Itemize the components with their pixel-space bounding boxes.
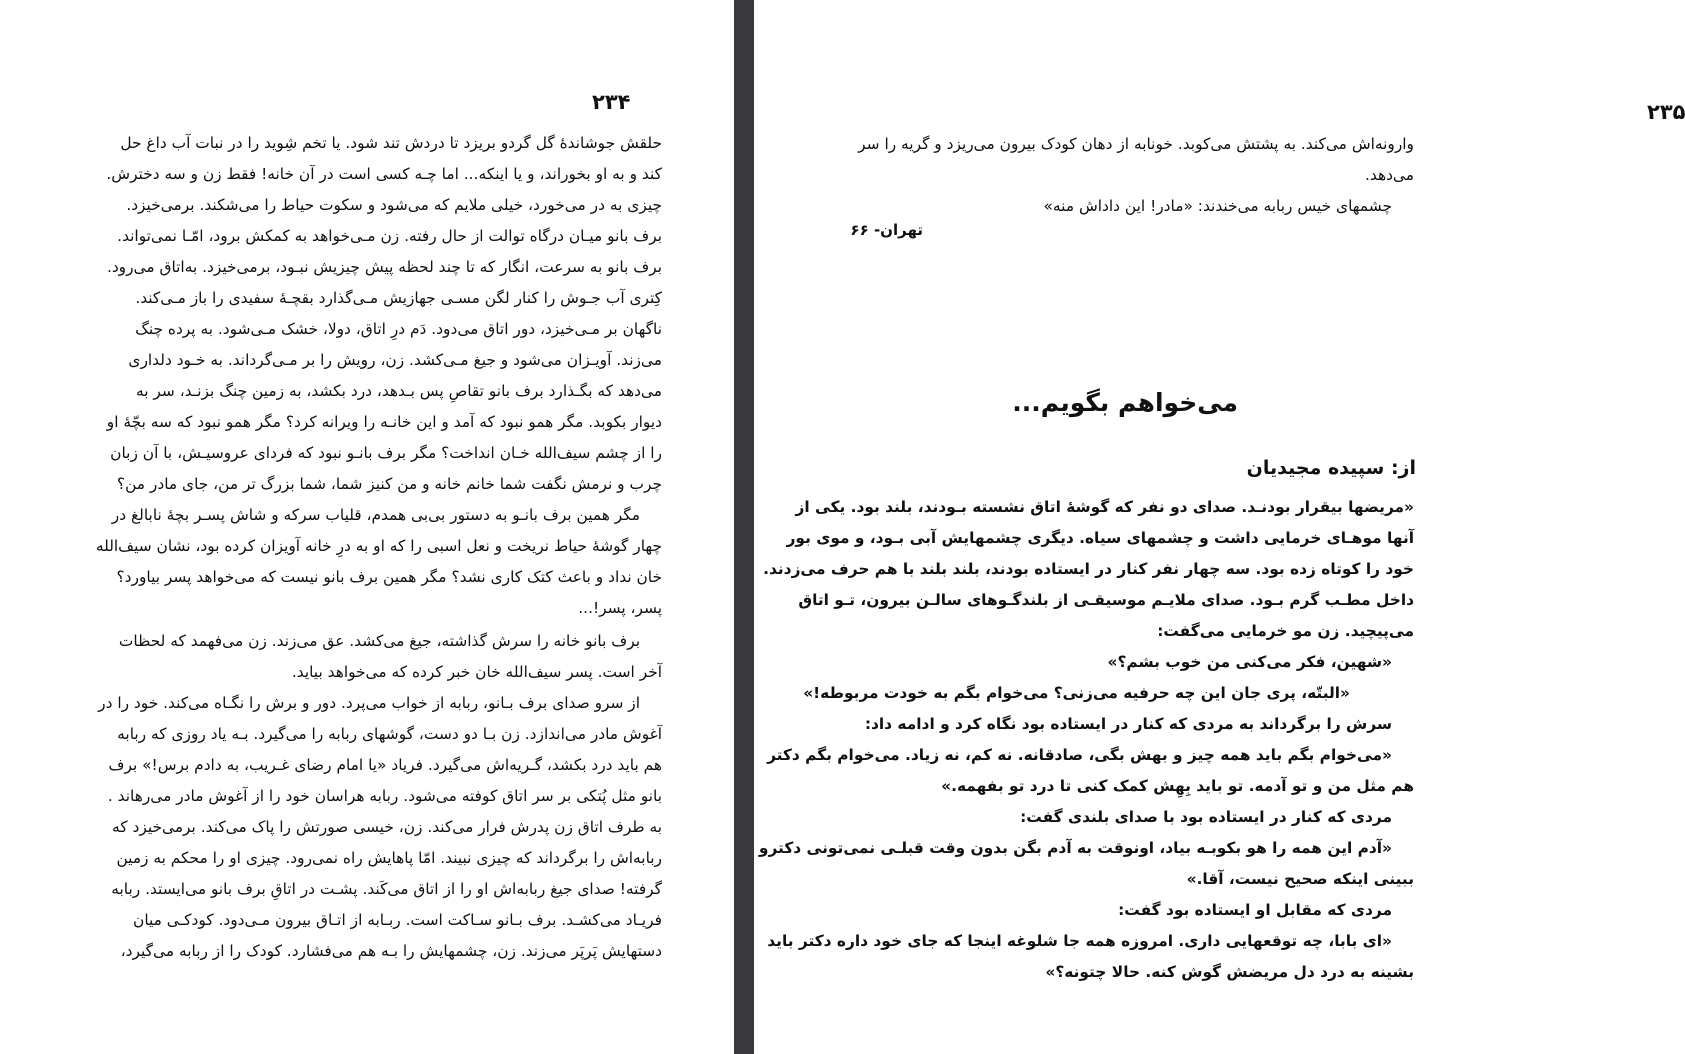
text-line: «ای بابا، چه توقعهایی داری. امروزه همه جا شلوغه اینجا که جای خود داره دکتر باید	[767, 932, 1392, 950]
text-line: سرش را برگرداند به مردی که کنار در ایستاده بود نگاه کرد و ادامه داد:	[864, 715, 1392, 733]
text-line: کِتری آب جـوش را کنار لگن مسـی جهازیش مـی‌گذارد بقچـهٔ سفیدی را باز مـی‌کند.	[135, 289, 662, 307]
text-line: گرفته! صدای جیغ ربابه‌اش او را از اتاق می‌کَند. پشـت در اتاقِ برف بانو می‌ایستد. ربابه	[111, 880, 662, 898]
text-line: مردی که مقابل او ایستاده بود گفت:	[1118, 901, 1392, 919]
text-line: خود را کوتاه زده بود. سه چهار نفر کنار در ایستاده بودند، بلند بلند با هم حرف می‌زدند.	[763, 560, 1414, 578]
text-line: به طرف اتاق زن پدرش فرار می‌کند. زن، خیسی صورتش را پاک می‌کند. برمی‌خیزد که	[112, 818, 662, 836]
text-line: برف بانو خانه را سرش گذاشته، جیغ می‌کشد. عق می‌زند. زن می‌فهمد که لحظات	[118, 632, 640, 650]
text-line: ربابه‌اش را برگرداند که چیزی نبیند. امّا پاهایش راه نمی‌رود. چیزی او را محکم به زمین	[116, 849, 662, 867]
text-line: کند و به او بخوراند، و یا اینکه... اما چـه کسی است در آن خانه! فقط زن و سه دخترش.	[106, 165, 662, 183]
text-line: دستهایش پَرپَر می‌زند. زن، چشمهایش را بـه هم می‌فشارد. کودک را از ربابه می‌گیرد،	[120, 942, 662, 960]
text-line: بانو مثل پُتکی بر سر اتاق کوفته می‌شود. ربابه هراسان خود را از آغوش مادر می‌رهاند .	[107, 787, 662, 805]
text-line: را از چشم سیف‌الله خـان انداخت؟ مگر برف بانـو نبود که فردای عروسیـش، با آن زبان	[110, 444, 662, 462]
text-line: چیزی به در می‌خورد، خیلی ملایم که می‌شو‌د و سکوت حیاط را می‌شکند. برمی‌خیزد.	[126, 196, 662, 214]
text-line: «مریضها بیقرار بودنـد. صدای دو نفر که گوشهٔ اتاق نشسته بـودند، بلند بود. یکی از	[795, 498, 1414, 516]
book-gutter	[734, 0, 754, 1054]
text-line: خان نداد و باعث کتک کاری نشد؟ مگر همین برف بانو نیست که می‌خواهد پسر بیاورد؟	[116, 568, 662, 586]
text-line: برف بانو میـان درگاه توالت از حال رفته. زن مـی‌خواهد به کمکش برود، امّـا نمی‌تواند.	[117, 227, 662, 245]
text-line: آخر است. پسر سیف‌الله خان خبر کرده که می‌خواهد بیاید.	[291, 663, 662, 681]
text-line: می‌دهد.	[1364, 166, 1414, 184]
text-line: «می‌خوام بگم باید همه چیز و بهش بگی، صادقانه. نه کم، نه زیاد. می‌خوام بگم دکتر	[767, 746, 1392, 764]
text-line: چرب و نرمش نگفت شما خانم خانه و من کنیز شما، شما بزرگ تر من، جای مادر من؟	[116, 475, 662, 493]
text-line: حلقش جوشاندهٔ گل گردو بریزد تا دردش تند شود. یا تخم شِوید را در نبات آب داغ حل	[120, 134, 662, 152]
place-date-signature: تهران- ۶۶	[850, 221, 923, 239]
text-line: «البتّه، پری جان این چه حرفیه می‌زنی؟ می‌خوام بگم به خودت مربوطه!»	[803, 684, 1350, 702]
text-line: می‌زند. آویـزان می‌شود و جیغ مـی‌کشد. زن، رویش را بر مـی‌گرداند. به خـود دلداری	[128, 351, 662, 369]
text-line: چشمهای خیس ربابه می‌خندند: «مادر! این داداش منه»	[1043, 197, 1392, 215]
right-page-story-text	[758, 492, 1414, 988]
text-line: هم باید درد بکشد، گـریه‌اش می‌گیرد. فریاد «یا امام رضای غـریب، به دادم برس!» برف	[108, 756, 662, 774]
author-line: از: سپیده مجیدیان	[1246, 457, 1416, 479]
text-line: داخل مطـب گرم بـود. صدای ملایـم موسیقـی از بلندگـوهای سالـن بیرون، تـو اتاق	[798, 591, 1414, 609]
text-line: از سرو صدای برف بـانو، ربابه از خواب می‌پرد. دور و برش را نگـاه می‌کند. خود را در	[98, 694, 640, 712]
text-line: بشینه به درد دل مریضش گوش کنه. حالا چتونه؟»	[1045, 963, 1414, 981]
text-line: مردی که کنار در ایستاده بود با صدای بلندی گفت:	[1020, 808, 1392, 826]
text-line: پسر، پسر!...	[578, 599, 662, 617]
text-line: فریـاد می‌کشـد. برف بـانو سـاکت است. ربـابه از اتـاق بیرون مـی‌دود. کودکـی میان	[133, 911, 662, 929]
text-line: «آدم این همه را هو بکوبـه بیاد، اونوقت به آدم بگن بدون وقت قبلـی نمی‌تونی دکترو	[758, 839, 1392, 857]
text-line: هم مثل من و تو آدمه. تو باید بِهِش کمک کنی تا درد تو بفهمه.»	[941, 777, 1414, 795]
text-line: چهار گوشهٔ حیاط نریخت و نعل اسبی را که او به درِ خانه آویزان کرده بود، نشان سیف‌الله	[95, 537, 662, 555]
left-page-number: ۲۳۴	[592, 90, 631, 114]
text-line: «شهین، فکر می‌کنی من خوب بشم؟»	[1107, 653, 1392, 671]
story-title: می‌خواهم بگویم...	[1012, 388, 1238, 417]
text-line: آغوش مادر می‌اندازد. زن بـا دو دست، گوشهای ربابه را می‌گیرد. بـه یاد روزی که ربابه	[117, 725, 662, 743]
text-line: ببینی اینکه صحیح نیست، آقا.»	[1186, 870, 1414, 888]
text-line: آنها موهـای خرمایی داشت و چشمهای سیاه. دیگری چشمهایش آبی بـود، و موی بور	[786, 529, 1414, 547]
text-line: می‌دهد که بگـذارد برف بانو تقاصِ پس بـدهد، درد بکشد، به زمین چنگ بزنـد، سر به	[136, 382, 662, 400]
left-page-text	[95, 128, 662, 967]
text-line: دیوار بکوبد. مگر همو نبود که آمد و این خانـه را ویرانه کرد؟ مگر همو نبود که سه بچّهٔ او	[106, 413, 662, 431]
right-page-top-text	[858, 129, 1414, 222]
text-line: برف بانو به سرعت، انگار که تا چند لحظه پیش چیزیش نبـود، برمی‌خیزد. به‌اتاق می‌رود.	[106, 258, 662, 276]
right-page-number: ۲۳۵	[1647, 100, 1685, 124]
text-line: می‌پیچید. زن مو خرمایی می‌گفت:	[1157, 622, 1414, 640]
text-line: مگر همین برف بانـو به دستور بی‌بی همدم، قلیاب سرکه و شاش پسـر بچهٔ نابالغ در	[111, 506, 640, 524]
text-line: وارونه‌اش می‌کند. به پشتش می‌کوبد. خونابه از دهان کودک بیرون می‌ریزد و گریه را سر	[858, 135, 1414, 153]
text-line: ناگهان بر مـی‌خیزد، دور اتاق می‌دود. دَم درِ اتاق، دولا، خشک مـی‌شود. به پرده چنگ	[135, 320, 662, 338]
